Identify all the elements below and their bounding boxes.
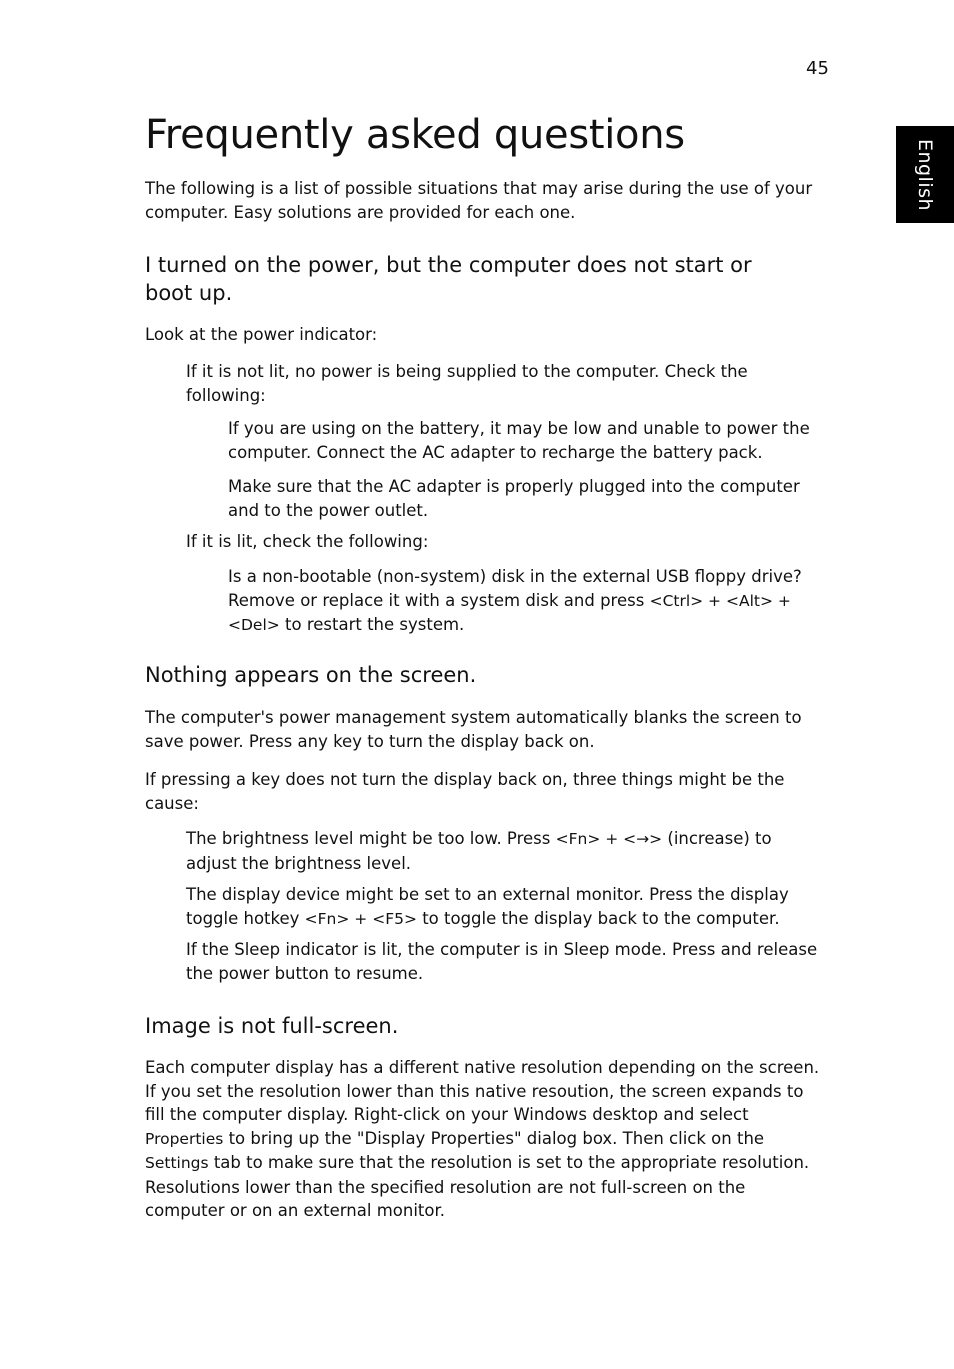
restart-keys: <Ctrl> + <Alt> + <Del> [228,591,791,634]
intro-paragraph: The following is a list of possible situations that may arise during the use of your computer. Easy solutions are provided for each one. [145,179,813,222]
resolution-text [145,1056,820,1223]
power-management-text: The computer's power management system automatically blanks the screen to save power. Press any key to turn the display back on. [145,708,802,751]
section-heading-screen: Nothing appears on the screen. [145,663,477,687]
ac-adapter-text: Make sure that the AC adapter is properly plugged into the computer and to the power outlet. [228,477,800,520]
display-toggle-text-a: The display device might be set to an external monitor. Press the display toggle hotkey [186,885,789,928]
language-tab [896,126,954,223]
floppy-text [228,565,833,638]
section-heading-image: Image is not full-screen. [145,1014,399,1038]
display-toggle-keys: <Fn> + <F5> [304,909,417,928]
three-causes-text: If pressing a key does not turn the display back on, three things might be the cause: [145,770,785,813]
brightness-text-b: (increase) to adjust the brightness level. [186,829,772,873]
display-toggle-text [186,883,826,931]
section-heading-power: I turned on the power, but the computer does not start or boot up. [145,253,752,305]
sleep-text: If the Sleep indicator is lit, the computer is in Sleep mode. Press and release the power button to resume. [186,940,818,983]
lit-text: If it is lit, check the following: [186,532,429,551]
page-title: Frequently asked questions [145,112,685,158]
resolution-text-b: to bring up the "Display Properties" dialog box. Then click on the [223,1128,765,1148]
display-toggle-text-b: to toggle the display back to the computer. [416,908,780,928]
language-tab-label: English [914,138,936,211]
floppy-text-a: Is a non-bootable (non-system) disk in the external USB floppy drive? Remove or replace it with a system disk and press [228,567,802,610]
resolution-text-c: tab to make sure that the resolution is set to the appropriate resolution. Resolutions lower than the specified resolution are not full-screen on the computer or on an external monitor. [145,1153,810,1220]
settings-term: Settings [145,1154,209,1172]
page-number: 45 [806,58,829,79]
resolution-text-a: Each computer display has a different native resolution depending on the screen. If you set the resolution lower than this native resoution, the screen expands to fill the computer display. Right-click on your Windows desktop and select [145,1058,820,1124]
not-lit-text: If it is not lit, no power is being supplied to the computer. Check the following: [186,362,748,405]
brightness-text [186,827,826,875]
floppy-text-b: to restart the system. [279,615,465,634]
brightness-keys: <Fn> + <→> [555,830,663,848]
battery-text: If you are using on the battery, it may be low and unable to power the computer. Connect the AC adapter to recharge the battery pack. [228,419,810,462]
brightness-text-a: The brightness level might be too low. Press [186,829,556,848]
power-indicator-text: Look at the power indicator: [145,325,378,344]
properties-term: Properties [145,1129,224,1148]
